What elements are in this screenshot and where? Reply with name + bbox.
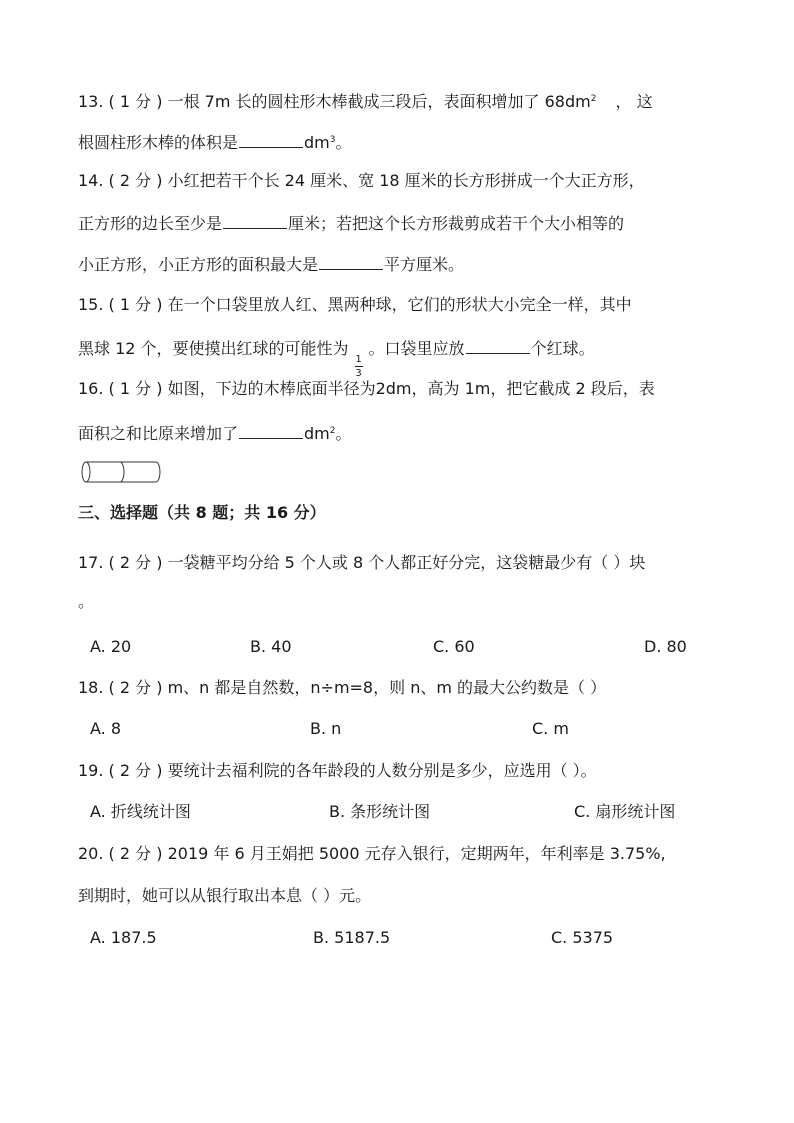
question-score: ( 2 分 ) bbox=[108, 761, 163, 780]
question-20-line-2: 到期时，她可以从银行取出本息（ ）元。 bbox=[78, 886, 372, 905]
question-text: 2019 年 6 月王娟把 5000 元存入银行，定期两年，年利率是 3.75%, bbox=[167, 844, 666, 863]
question-14-line-1 bbox=[78, 170, 645, 192]
question-14-line-3 bbox=[78, 252, 464, 276]
option-a[interactable]: A. 187.5 bbox=[90, 928, 157, 947]
question-text: 要统计去福利院的各年龄段的人数分别是多少，应选用（ ）。 bbox=[167, 761, 597, 780]
option-b[interactable]: B. 5187.5 bbox=[313, 928, 391, 947]
question-15-line-2 bbox=[78, 336, 595, 379]
fraction-denominator: 3 bbox=[355, 368, 362, 379]
question-number: 14. bbox=[78, 171, 104, 190]
option-a[interactable]: A. 20 bbox=[90, 637, 132, 656]
fraction-bar bbox=[355, 366, 363, 367]
question-17-line-2: 。 bbox=[78, 592, 95, 611]
question-number: 13. bbox=[78, 92, 104, 111]
log-left-end bbox=[82, 462, 90, 482]
question-number: 18. bbox=[78, 678, 104, 697]
question-text: 平方厘米。 bbox=[384, 255, 465, 274]
answer-blank[interactable] bbox=[466, 336, 530, 354]
question-text: 如图，下边的木棒底面半径为2dm，高为 1m，把它截成 2 段后，表 bbox=[167, 379, 655, 398]
question-text: 小正方形，小正方形的面积最大是 bbox=[78, 255, 319, 274]
punctuation: 。 bbox=[335, 133, 352, 152]
option-a[interactable]: A. 8 bbox=[90, 719, 122, 738]
log-right-end bbox=[156, 462, 160, 482]
question-score: ( 2 分 ) bbox=[108, 553, 163, 572]
option-c[interactable]: C. 60 bbox=[433, 637, 475, 656]
question-13-line-1 bbox=[78, 88, 653, 113]
question-text: 正方形的边长至少是 bbox=[78, 214, 223, 233]
option-b[interactable]: B. 40 bbox=[250, 637, 292, 656]
option-c[interactable]: C. m bbox=[532, 719, 569, 738]
question-score: ( 2 分 ) bbox=[108, 678, 163, 697]
question-score: ( 1 分 ) bbox=[108, 92, 163, 111]
question-number: 20. bbox=[78, 844, 104, 863]
question-16-line-2 bbox=[78, 420, 352, 445]
question-number: 17. bbox=[78, 553, 104, 572]
option-c[interactable]: C. 扇形统计图 bbox=[574, 802, 676, 821]
section-heading: 三、选择题（共 8 题；共 16 分） bbox=[78, 503, 326, 522]
question-text: ， 这 bbox=[615, 92, 653, 111]
question-text: m、n 都是自然数，n÷m=8，则 n、m 的最大公约数是（ ） bbox=[167, 678, 607, 697]
question-text: 厘米；若把这个长方形裁剪成若干个大小相等的 bbox=[288, 214, 625, 233]
fraction bbox=[355, 354, 363, 379]
question-text: 根圆柱形木棒的体积是 bbox=[78, 133, 239, 152]
option-c[interactable]: C. 5375 bbox=[551, 928, 614, 947]
question-text: 。口袋里应放 bbox=[368, 339, 465, 358]
option-b[interactable]: B. 条形统计图 bbox=[329, 802, 431, 821]
question-text: 面积之和比原来增加了 bbox=[78, 424, 239, 443]
answer-blank[interactable] bbox=[223, 211, 287, 229]
option-d[interactable]: D. 80 bbox=[644, 637, 687, 656]
superscript: 3 bbox=[329, 135, 336, 145]
question-text: 在一个口袋里放人红、黑两种球，它们的形状大小完全一样，其中 bbox=[167, 295, 632, 314]
unit-text: dm bbox=[304, 133, 330, 152]
question-text: 一袋糖平均分给 5 个人或 8 个人都正好分完，这袋糖最少有（ ）块 bbox=[167, 553, 646, 572]
question-19-line-1 bbox=[78, 760, 597, 782]
question-score: ( 2 分 ) bbox=[108, 844, 163, 863]
question-13-line-2 bbox=[78, 129, 352, 154]
question-number: 15. bbox=[78, 295, 104, 314]
fraction-numerator: 1 bbox=[355, 354, 362, 365]
superscript: 2 bbox=[329, 426, 336, 436]
question-score: ( 1 分 ) bbox=[108, 295, 163, 314]
superscript: 2 bbox=[590, 94, 597, 104]
unit-text: dm bbox=[304, 424, 330, 443]
question-18-line-1 bbox=[78, 677, 606, 699]
cylinder-log-figure bbox=[80, 459, 164, 485]
answer-blank[interactable] bbox=[239, 421, 303, 439]
question-score: ( 2 分 ) bbox=[108, 171, 163, 190]
answer-blank[interactable] bbox=[319, 252, 383, 270]
question-score: ( 1 分 ) bbox=[108, 379, 163, 398]
question-15-line-1 bbox=[78, 294, 632, 316]
question-17-line-1 bbox=[78, 552, 645, 574]
answer-blank[interactable] bbox=[239, 130, 303, 148]
question-16-line-1 bbox=[78, 378, 655, 400]
question-text: 黑球 12 个，要使摸出红球的可能性为 bbox=[78, 339, 349, 358]
punctuation: 。 bbox=[335, 424, 352, 443]
question-14-line-2 bbox=[78, 211, 624, 235]
question-text: 一根 7m 长的圆柱形木棒截成三段后，表面积增加了 68dm bbox=[167, 92, 591, 111]
question-number: 19. bbox=[78, 761, 104, 780]
question-text: 个红球。 bbox=[530, 339, 595, 358]
question-number: 16. bbox=[78, 379, 104, 398]
log-cut-line bbox=[120, 462, 124, 482]
question-20-line-1 bbox=[78, 843, 666, 865]
option-b[interactable]: B. n bbox=[310, 719, 342, 738]
option-a[interactable]: A. 折线统计图 bbox=[90, 802, 191, 821]
question-text: 小红把若干个长 24 厘米、宽 18 厘米的长方形拼成一个大正方形， bbox=[167, 171, 645, 190]
